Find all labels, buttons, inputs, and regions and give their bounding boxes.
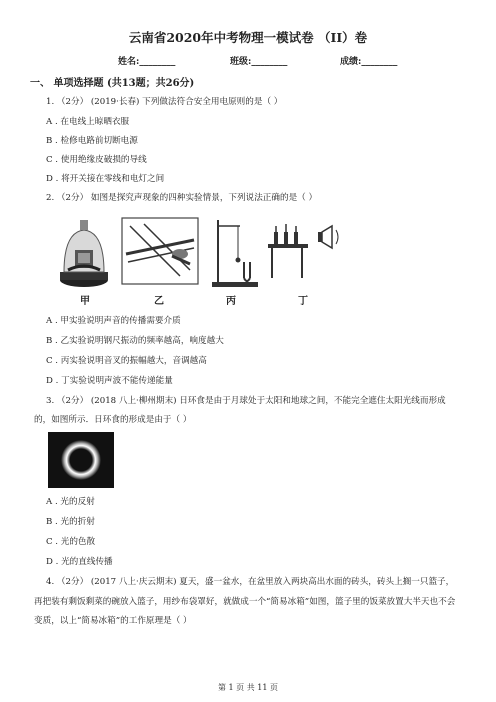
page-title: 云南省2020年中考物理一模试卷 （II）卷 [128, 30, 368, 45]
question-4-stem-line-3: 变质，以上“简易冰箱”的工作原理是（ ） [34, 616, 192, 626]
figure-label-bing: 丙 [226, 296, 236, 307]
question-3-option-a: A . 光的反射 [46, 497, 95, 507]
figure-label-ding: 丁 [298, 296, 308, 307]
question-4-stem-line-1: 4. （2分） (2017 八上·庆云期末) 夏天，盛一盆水，在盆里放入两块高出水面的砖头，砖头上搁一只篮子， [46, 577, 455, 587]
figure-label-yi: 乙 [154, 296, 164, 307]
question-1-option-d: D . 将开关接在零线和电灯之间 [46, 174, 165, 184]
score-field-label: 成绩:________ [340, 57, 398, 67]
candle-speaker-figure [266, 218, 342, 288]
question-3-stem-line-2: 的，如图所示．日环食的形成是由于（ ） [34, 415, 192, 425]
question-1-stem: 1. （2分） (2019·长春) 下列做法符合安全用电原则的是（ ） [46, 97, 283, 107]
page-number-footer: 第 1 页 共 11 页 [218, 683, 278, 692]
question-3-option-c: C . 光的色散 [46, 537, 96, 547]
bell-jar-figure [58, 214, 110, 290]
question-1-option-b: B . 检修电路前切断电源 [46, 136, 138, 146]
question-3-option-b: B . 光的折射 [46, 517, 95, 527]
question-4-stem-line-2: 再把装有剩饭剩菜的碗放入篮子，用纱布袋罩好，就做成一个“简易冰箱”如图，篮子里的饭菜放置大半天也不会 [34, 597, 456, 607]
question-2-option-c: C . 丙实验说明音叉的振幅越大，音调越高 [46, 356, 207, 366]
question-2-option-b: B . 乙实验说明钢尺振动的频率越高，响度越大 [46, 336, 224, 346]
question-1-option-c: C . 使用绝缘皮破损的导线 [46, 155, 147, 165]
question-3-option-d: D . 光的直线传播 [46, 557, 113, 567]
question-2-option-d: D . 丁实验说明声波不能传递能量 [46, 376, 173, 386]
section-heading: 一、 单项选择题 (共13题；共26分) [30, 78, 195, 89]
annular-eclipse-image [48, 432, 114, 488]
question-2-stem: 2. （2分） 如图是探究声现象的四种实验情景，下列说法正确的是（ ） [46, 193, 318, 203]
question-3-stem-line-1: 3. （2分） (2018 八上·柳州期末) 日环食是由于月球处于太阳和地球之间，不能完全遮住太阳光线而形成 [46, 396, 446, 406]
figure-label-jia: 甲 [80, 296, 90, 307]
ruler-vibration-figure [120, 216, 200, 286]
class-field-label: 班级:________ [230, 57, 288, 67]
name-field-label: 姓名:________ [118, 57, 176, 67]
question-1-option-a: A . 在电线上晾晒衣服 [46, 117, 130, 127]
question-2-option-a: A . 甲实验说明声音的传播需要介质 [46, 316, 181, 326]
tuning-fork-figure [210, 214, 260, 290]
